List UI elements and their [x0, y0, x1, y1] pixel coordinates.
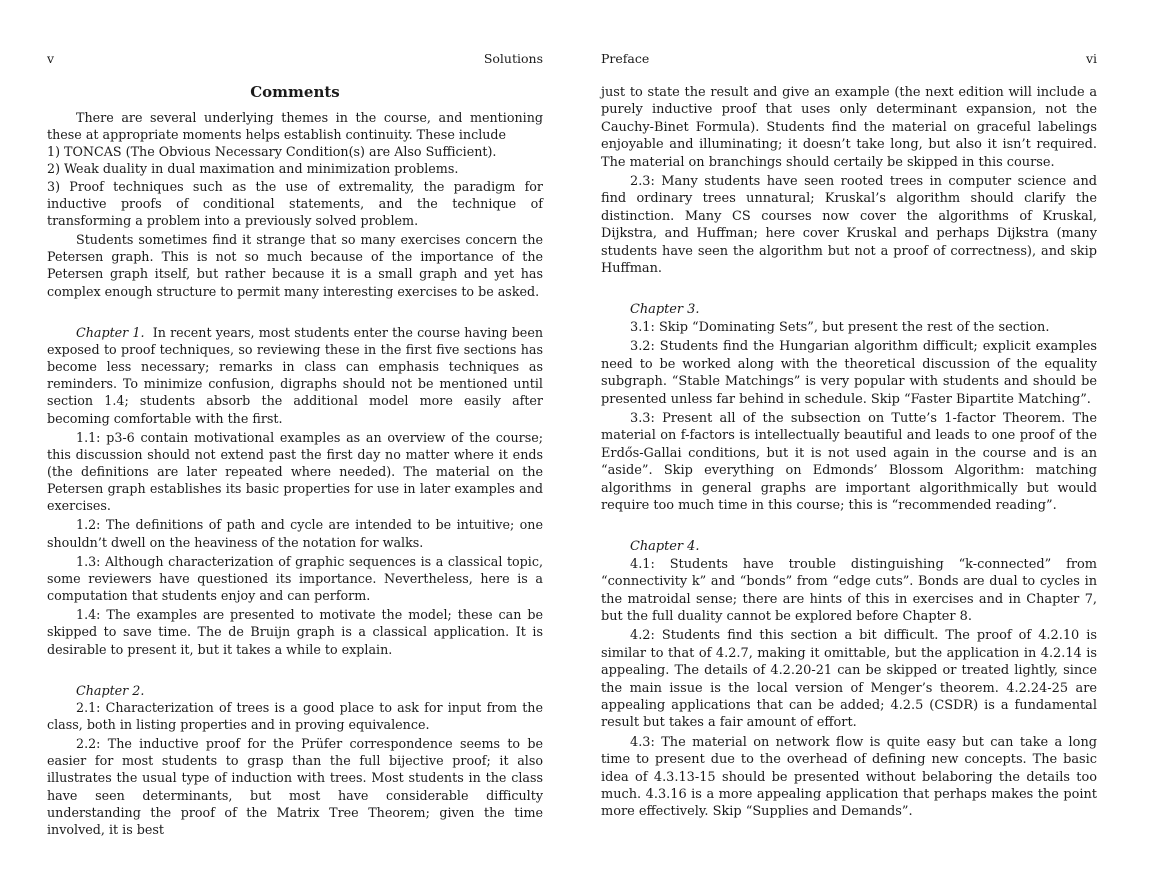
comments-heading: Comments — [250, 83, 340, 101]
section-note: 2.3: Many students have seen rooted trees in computer science and find ordinary trees unnatural; Kruskal’s algorithm should clarify the distinction. Many CS courses now cover the algorithms of Kruskal, Dijkstra, and Huffman; here cover Kruskal and perhaps Dijkstra (many students have seen the algorithm but not a proof of correctness), and skip Huffman. — [601, 174, 1097, 277]
chapter-2-title-line — [47, 682, 543, 699]
theme-item: 1) TONCAS (The Obvious Necessary Condition(s) are Also Sufficient). — [47, 144, 497, 160]
chapter-1-section — [47, 324, 543, 658]
section-note: 4.1: Students have trouble distinguishing “k-connected” from “connectivity k” and “bonds” from “edge cuts”. Bonds are dual to cycles in the matroidal sense; there are hints of this in exercises and in Chapter 7, but the full duality cannot be explored before Chapter 8. — [601, 556, 1097, 624]
right-body — [601, 84, 1097, 821]
right-page-number: vi — [1085, 51, 1097, 66]
section-note: 1.1: p3-6 contain motivational examples as an overview of the course; this discussion should not extend past the first day no matter where it ends (the definitions are later repeated where needed). The material on the Petersen graph establishes its basic properties for use in later examples and exercises. — [47, 429, 543, 514]
chapter-2-section — [47, 682, 543, 838]
section-note: 3.2: Students find the Hungarian algorithm difficult; explicit examples need to be worked along with the theoretical discussion of the equality subgraph. “Stable Matchings” is very popular with students and should be presented unless far behind in schedule. Skip “Faster Bipartite Matching”. — [601, 339, 1097, 407]
left-running-title: Solutions — [483, 51, 543, 66]
right-page — [601, 0, 1097, 893]
chapter-1-intro-text: In recent years, most students enter the course having been exposed to proof techniques, so reviewing these in the first five sections has become less necessary; remarks in class can emphasis techniques as reminders. To minimize confusion, digraphs should not be mentioned until section 1.4; students absorb the additional model more easily after becoming comfortable with the first. — [47, 324, 543, 426]
chapter-2-title: Chapter 2. — [76, 682, 145, 698]
chapter-1-title: Chapter 1. — [76, 324, 145, 340]
section-note: 2.1: Characterization of trees is a good place to ask for input from the class, both in listing properties and in proving equivalence. — [47, 699, 543, 732]
left-running-head — [47, 51, 543, 67]
theme-item: 2) Weak duality in dual maximation and minimization problems. — [47, 161, 459, 177]
chapter-1-intro — [47, 324, 543, 427]
petersen-paragraph: Students sometimes find it strange that so many exercises concern the Petersen graph. This is not so much because of the importance of the Petersen graph itself, but rather because it is a small graph and yet has complex enough structure to permit many interesting exercises to be asked. — [47, 232, 543, 299]
chapter-3-section — [601, 301, 1097, 514]
left-page-number: v — [47, 51, 55, 66]
section-note: 4.3: The material on network flow is quite easy but can take a long time to present due to the overhead of defining new concepts. The basic idea of 4.3.13-15 should be presented without belaboring the details too much. 4.3.16 is a more appealing application that perhaps makes the point more effectively. Skip “Supplies and Demands”. — [601, 734, 1097, 820]
themes-intro: There are several underlying themes in the course, and mentioning these at appropriate moments helps establish continuity. These include — [47, 110, 543, 143]
section-note: 3.1: Skip “Dominating Sets”, but present the rest of the section. — [630, 319, 1050, 335]
section-note: 2.2: The inductive proof for the Prüfer correspondence seems to be easier for most students to grasp than the full bijective proof; it also illustrates the usual type of induction with trees. Most students in the class have seen determinants, but most have considerable difficulty understanding the proof of the Matrix Tree Theorem; given the time involved, it is best — [47, 736, 543, 837]
chapter-4-title-line — [601, 538, 1097, 555]
chapter-4-title: Chapter 4. — [630, 539, 700, 555]
section-note: 3.3: Present all of the subsection on Tutte’s 1-factor Theorem. The material on f-factors is intellectually beautiful and leads to one proof of the Erdős-Gallai conditions, but it is not used again in the course and is an “aside”. Skip everything on Edmonds’ Blossom Algorithm: matching algorithms in general graphs are important algorithmically but would require too much time in this course; this is “recommended reading”. — [601, 410, 1097, 513]
theme-item: 3) Proof techniques such as the use of extremality, the paradigm for inductive proofs of conditional statements, and the technique of transforming a problem into a previously solved problem. — [47, 178, 543, 228]
section-note: 1.3: Although characterization of graphic sequences is a classical topic, some reviewers have questioned its importance. Nevertheless, here is a computation that students enjoy and can perform. — [47, 553, 543, 604]
section-note: 4.2: Students find this section a bit difficult. The proof of 4.2.10 is similar to that of 4.2.7, making it omittable, but the application in 4.2.14 is appealing. The details of 4.2.20-21 can be skipped or treated lightly, since the main issue is the local version of Menger’s theorem. 4.2.24-25 are appealing applications that can be added; 4.2.5 (CSDR) is a fundamental result but takes a fair amount of effort. — [601, 628, 1097, 731]
chapter-3-title: Chapter 3. — [630, 302, 700, 318]
chapter-3-title-line — [601, 301, 1097, 318]
continuation-paragraph: just to state the result and give an example (the next edition will include a purely inductive proof that uses only determinant expansion, not the Cauchy-Binet Formula). Students find the material on graceful labelings enjoyable and illuminating; it doesn’t take long, but also it isn’t required. The material on branchings should certaily be skipped in this course. — [601, 85, 1097, 170]
right-running-head — [601, 51, 1097, 67]
section-note: 1.4: The examples are presented to motivate the model; these can be skipped to save time. The de Bruijn graph is a classical application. It is desirable to present it, but it takes a while to explain. — [47, 607, 543, 657]
chapter-4-section — [601, 538, 1097, 821]
left-body — [47, 83, 543, 838]
section-note: 1.2: The definitions of path and cycle are intended to be intuitive; one shouldn’t dwell on the heaviness of the notation for walks. — [47, 517, 543, 550]
left-page — [47, 0, 543, 893]
right-running-title: Preface — [601, 51, 650, 66]
